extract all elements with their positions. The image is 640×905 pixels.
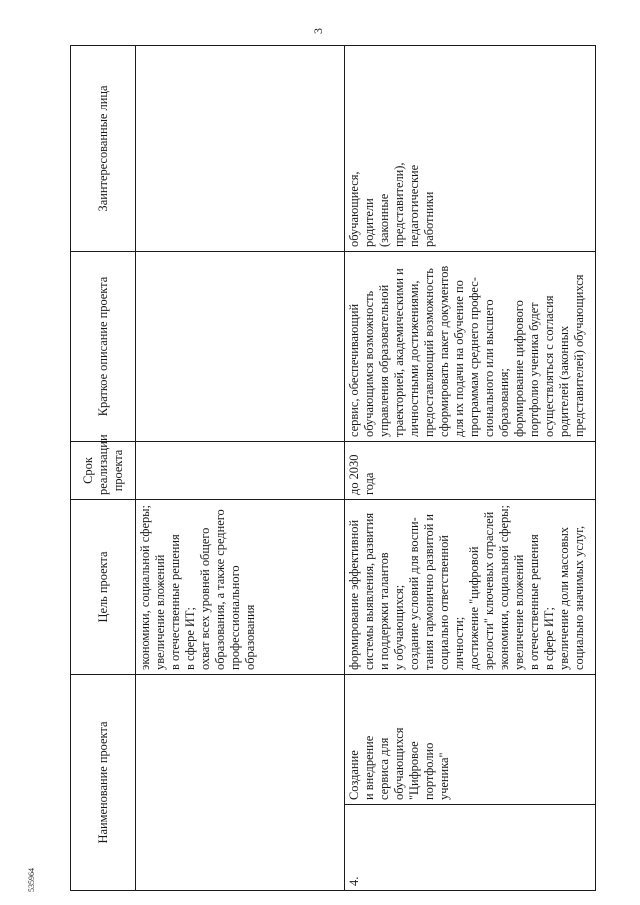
- text-line: представители),: [392, 162, 406, 247]
- text-line: в отечественные решения: [527, 534, 541, 670]
- table: [70, 45, 596, 891]
- header-description: Краткое описание проекта: [71, 251, 136, 441]
- text-line: социально ответственной: [437, 535, 451, 670]
- text-line: и внедрение: [362, 735, 376, 800]
- text-line: сионального или высшего: [482, 299, 496, 437]
- text-line: в сфере ИТ;: [183, 607, 197, 670]
- text-line: обучающимся возможность: [362, 290, 376, 437]
- text-line: экономики, социальной сферы;: [138, 505, 152, 670]
- text-line: (законные: [377, 193, 391, 247]
- page-number: 3: [311, 28, 325, 34]
- text-line: системы выявления, развития: [362, 512, 376, 670]
- cell-stakeholders-empty: [136, 45, 345, 251]
- text-line: сервис, обеспечивающий: [347, 303, 361, 437]
- text-line: ученика": [437, 752, 451, 800]
- cell-project-stakeholders: [345, 45, 596, 251]
- text-line: охват всех уровней общего: [198, 527, 212, 670]
- cell-row-number: 4.: [345, 805, 596, 891]
- text-line: профессионального: [228, 565, 242, 670]
- cell-term-empty: [136, 441, 345, 499]
- text-line: и поддержки талантов: [377, 552, 391, 670]
- text-line: работники: [422, 191, 436, 247]
- text-line: образования, а также среднего: [213, 509, 227, 670]
- cell-project-description: [345, 251, 596, 441]
- text-line: образования;: [497, 368, 511, 437]
- cell-goal-continuation: [136, 499, 345, 674]
- text-line: экономики, социальной сферы;: [497, 505, 511, 670]
- text-line: траекторией, академическими и: [392, 268, 406, 437]
- text-line: личностными достижениями,: [407, 280, 421, 437]
- header-name: Наименование проекта: [71, 674, 136, 890]
- text-line: программам среднего профес-: [467, 277, 481, 437]
- text-line: родители: [362, 198, 376, 247]
- text-line: педагогические: [407, 164, 421, 247]
- text-line: зрелости" ключевых отраслей: [482, 511, 496, 670]
- header-term: Срок реализации проекта: [71, 441, 136, 499]
- text-line: портфолио: [422, 742, 436, 800]
- table-header-row: [71, 45, 136, 890]
- cell-project-term: до 2030 года: [345, 441, 596, 499]
- text-line: социально значимых услуг,: [572, 525, 586, 670]
- text-line: увеличение доли массовых: [557, 527, 571, 670]
- text-line: тания гармонично развитой и: [422, 513, 436, 670]
- cell-description-empty: [136, 251, 345, 441]
- text-line: личности;: [452, 616, 466, 670]
- header-goal: Цель проекта: [71, 499, 136, 674]
- cell-name-empty: [136, 674, 345, 890]
- text-line: формирование эффективной: [347, 519, 361, 670]
- text-line: увеличение вложений: [153, 554, 167, 670]
- text-line: увеличение вложений: [512, 554, 526, 670]
- text-line: обучающиеся,: [347, 171, 361, 247]
- text-line: Создание: [347, 750, 361, 800]
- text-line: предоставляющий возможность: [422, 268, 436, 437]
- table-row-4: [345, 45, 596, 890]
- text-line: представителей) обучающихся: [572, 274, 586, 437]
- header-stakeholders: Заинтересованные лица: [71, 45, 136, 251]
- text-line: формирование цифрового: [512, 300, 526, 437]
- text-line: портфолио ученика будет: [527, 302, 541, 437]
- text-line: в отечественные решения: [168, 534, 182, 670]
- text-line: достижение "цифровой: [467, 546, 481, 670]
- projects-table: [70, 46, 586, 891]
- cell-project-name: [345, 674, 596, 804]
- text-line: осуществляться с согласия: [542, 295, 556, 437]
- text-line: обучающихся: [392, 727, 406, 800]
- text-line: сервиса для: [377, 737, 391, 800]
- table-row-continuation: [136, 45, 345, 890]
- text-line: в сфере ИТ;: [542, 607, 556, 670]
- text-line: сформировать пакет документов: [437, 265, 451, 437]
- text-line: образования: [243, 604, 257, 670]
- cell-project-goal: [345, 499, 596, 674]
- text-line: "Цифровое: [407, 741, 421, 800]
- document-id: 535964: [27, 868, 36, 892]
- text-line: родителей (законных: [557, 325, 571, 437]
- text-line: управления образовательной: [377, 284, 391, 437]
- text-line: для их подачи на обучение по: [452, 280, 466, 437]
- text-line: у обучающихся;: [392, 584, 406, 670]
- text-line: создание условий для воспи-: [407, 517, 421, 670]
